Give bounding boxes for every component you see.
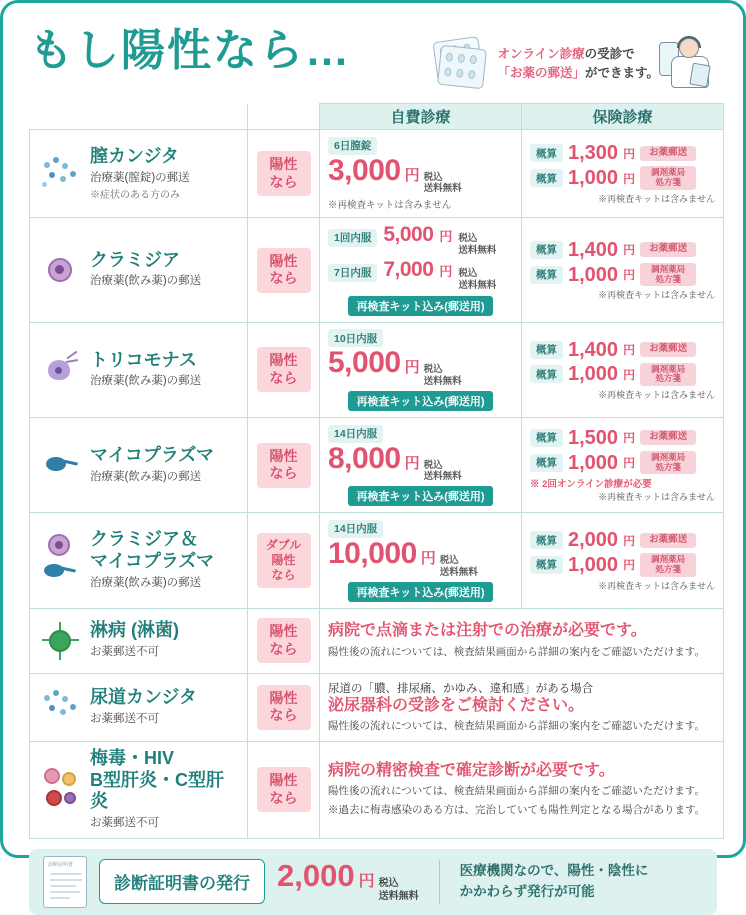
retest-kit-banner: 再検査キット込み(郵送用)	[348, 296, 492, 316]
status-badge: 陽性 なら	[257, 685, 311, 730]
online-consult-rest1: の受診で	[584, 47, 635, 62]
online-consult-em2: 「お薬の郵送」	[497, 66, 585, 80]
insurance-price: 1,300	[568, 142, 619, 165]
disease-title: 梅毒・HIV	[90, 748, 175, 769]
insurance-note: ※再検査キットは含みません	[598, 193, 715, 204]
insurance-yen: 円	[623, 268, 636, 282]
online-consult-callout	[433, 27, 717, 93]
estimate-tag: 概算	[530, 241, 563, 259]
pricing-table	[29, 103, 724, 839]
pharmacy-badge: 調剤薬局 処方箋	[640, 263, 696, 287]
delivery-badge: お薬郵送	[640, 242, 696, 257]
insurance-price: 1,000	[568, 263, 619, 286]
insurance-yen: 円	[623, 343, 636, 358]
insurance-price: 1,000	[568, 363, 619, 386]
message-sub: 陽性後の流れについては、検査結果画面から詳細の案内をご確認いただけます。	[328, 785, 705, 798]
status-badge: 陽性 なら	[257, 767, 311, 812]
message-sub-2: ※過去に梅毒感染のある方は、完治していても陽性判定となる場合があります。	[328, 804, 706, 817]
tax-note: 税込 送料無料	[423, 364, 462, 388]
table-row	[30, 218, 724, 323]
estimate-tag: 概算	[530, 144, 563, 162]
flag-cell	[248, 218, 320, 323]
table-row	[30, 130, 724, 218]
disease-title-2: マイコプラズマ	[90, 551, 215, 572]
disease-cell	[30, 608, 248, 673]
self-pay-cell	[320, 130, 522, 218]
footer-divider	[439, 860, 440, 904]
estimate-tag: 概算	[530, 341, 563, 359]
chlamydia-icon	[40, 250, 82, 290]
tax-note: 税込 送料無料	[423, 459, 462, 483]
dose-tag: 6日膣錠	[328, 137, 377, 155]
doctor-illustration-icon	[665, 36, 717, 92]
insurance-cell	[522, 513, 724, 608]
insurance-cell	[522, 322, 724, 417]
self-pay-cell	[320, 418, 522, 513]
message-lead: 尿道の「膿、排尿痛、かゆみ、違和感」がある場合	[328, 682, 594, 695]
disease-cell	[30, 418, 248, 513]
certificate-note-line1: 医療機関なので、陽性・陰性に	[459, 862, 649, 878]
chlamydia-mycoplasma-icon	[40, 532, 82, 588]
pharmacy-badge: 調剤薬局 処方箋	[640, 451, 696, 475]
disease-sub: 治療薬(飲み薬)の郵送	[90, 275, 202, 288]
disease-title: 膣カンジタ	[90, 145, 179, 166]
disease-title: 尿道カンジタ	[90, 687, 197, 708]
status-badge: 陽性 なら	[257, 618, 311, 663]
delivery-badge: お薬郵送	[640, 430, 696, 445]
insurance-note: ※再検査キットは含みません	[598, 290, 715, 301]
estimate-tag: 概算	[530, 169, 563, 187]
retest-kit-banner: 再検査キット込み(郵送用)	[348, 582, 492, 602]
estimate-tag: 概算	[530, 266, 563, 284]
flag-cell	[248, 608, 320, 673]
tax-note: 税込 送料無料	[458, 233, 497, 257]
disease-cell	[30, 130, 248, 218]
price-yen: 円	[404, 454, 420, 472]
disease-cell	[30, 322, 248, 417]
online-consult-em1: オンライン診療	[497, 47, 585, 62]
estimate-tag: 概算	[530, 365, 563, 383]
disease-sub: 治療薬(飲み薬)の郵送	[90, 576, 202, 589]
flag-cell	[248, 418, 320, 513]
online-consult-rest2: ができます。	[584, 66, 659, 80]
insurance-yen: 円	[623, 456, 636, 471]
disease-title: マイコプラズマ	[90, 444, 215, 465]
header	[3, 3, 743, 99]
self-pay-cell	[320, 218, 522, 323]
certificate-note-line2: かかわらず発行が可能	[459, 883, 595, 899]
message-title: 病院で点滴または注射での治療が必要です。	[328, 621, 647, 639]
gonorrhea-icon	[40, 621, 82, 661]
header-blank	[30, 104, 248, 130]
message-title: 病院の精密検査で確定診断が必要です。	[328, 761, 615, 779]
table-row	[30, 322, 724, 417]
table-row	[30, 418, 724, 513]
online-consult-text	[497, 45, 659, 83]
tax-note: 税込 送料無料	[458, 268, 497, 291]
insurance-price: 1,400	[568, 338, 619, 361]
delivery-badge: お薬郵送	[640, 146, 696, 161]
disease-cell	[30, 218, 248, 323]
estimate-tag: 概算	[530, 454, 563, 472]
price-yen: 円	[439, 264, 453, 279]
insurance-note: ※再検査キットは含みません	[598, 390, 715, 401]
insurance-yen: 円	[623, 171, 636, 186]
trichomonas-icon	[40, 350, 82, 390]
insurance-yen: 円	[623, 533, 636, 548]
table-row	[30, 513, 724, 608]
insurance-warning: ※ 2回オンライン診療が必要	[530, 479, 652, 491]
flag-cell	[248, 673, 320, 742]
dose-tag: 10日内服	[328, 329, 383, 347]
self-pay-cell	[320, 322, 522, 417]
certificate-price: 2,000	[277, 858, 355, 893]
self-pay-cell	[320, 513, 522, 608]
dose-tag: 1回内服	[328, 229, 377, 247]
status-badge: 陽性 なら	[257, 248, 311, 293]
message-cell	[320, 742, 724, 838]
insurance-price: 1,000	[568, 553, 619, 576]
delivery-badge: お薬郵送	[640, 533, 696, 548]
pharmacy-badge: 調剤薬局 処方箋	[640, 363, 696, 387]
pharmacy-badge: 調剤薬局 処方箋	[640, 166, 696, 190]
disease-sub: 治療薬(飲み薬)の郵送	[90, 470, 202, 483]
price-value: 10,000	[328, 536, 417, 570]
disease-sub: お薬郵送不可	[90, 712, 159, 725]
price-value: 5,000	[328, 346, 401, 380]
insurance-cell	[522, 218, 724, 323]
message-cell	[320, 673, 724, 742]
flag-cell	[248, 513, 320, 608]
insurance-note: ※再検査キットは含みません	[598, 580, 715, 591]
disease-title: 淋病 (淋菌)	[90, 620, 179, 641]
price-value: 8,000	[328, 441, 401, 475]
candida-bacteria-icon	[40, 154, 82, 194]
retest-kit-banner: 再検査キット込み(郵送用)	[348, 486, 492, 506]
insurance-price: 1,000	[568, 451, 619, 474]
status-badge: 陽性 なら	[257, 151, 311, 196]
tax-note: 税込 送料無料	[423, 171, 462, 195]
price-yen: 円	[439, 229, 453, 245]
disease-sub: 治療薬(飲み薬)の郵送	[90, 375, 202, 388]
dose-tag: 14日内服	[328, 425, 383, 443]
insurance-yen: 円	[623, 367, 636, 382]
disease-cell	[30, 513, 248, 608]
mycoplasma-icon	[40, 445, 82, 485]
certificate-tax-note: 税込 送料無料	[378, 878, 419, 902]
status-badge: ダブル 陽性 なら	[257, 533, 311, 588]
certificate-note	[460, 861, 649, 903]
dose-tag: 14日内服	[328, 520, 383, 538]
insurance-price: 1,500	[568, 426, 619, 449]
header-self-pay: 自費診療	[320, 104, 522, 130]
certificate-footer	[29, 849, 717, 915]
price-value: 3,000	[328, 153, 401, 187]
disease-sub: お薬郵送不可	[90, 816, 159, 829]
insurance-yen: 円	[623, 243, 636, 258]
insurance-price: 1,400	[568, 238, 619, 261]
estimate-tag: 概算	[530, 556, 563, 574]
disease-note: ※症状のある方のみ	[90, 190, 180, 202]
pharmacy-badge: 調剤薬局 処方箋	[640, 553, 696, 577]
message-cell	[320, 608, 724, 673]
flag-cell	[248, 742, 320, 838]
retest-kit-banner: 再検査キット込み(郵送用)	[348, 391, 492, 411]
dose-tag: 7日内服	[328, 264, 377, 282]
flag-cell	[248, 322, 320, 417]
flag-cell	[248, 130, 320, 218]
disease-sub: お薬郵送不可	[90, 645, 159, 658]
certificate-icon-label: 診断証明書	[48, 861, 74, 868]
self-footnote: ※再検査キットは含みません	[328, 200, 452, 212]
disease-cell	[30, 673, 248, 742]
status-badge: 陽性 なら	[257, 347, 311, 392]
message-sub: 陽性後の流れについては、検査結果画面から詳細の案内をご確認いただけます。	[328, 720, 705, 733]
pill-pack-icon	[433, 35, 493, 93]
urethral-candida-icon	[40, 687, 82, 727]
insurance-note: ※再検査キットは含みません	[598, 492, 715, 503]
insurance-yen: 円	[623, 146, 636, 161]
disease-cell	[30, 742, 248, 838]
tax-note: 税込 送料無料	[439, 554, 478, 578]
message-sub: 陽性後の流れについては、検査結果画面から詳細の案内をご確認いただけます。	[328, 645, 705, 658]
table-row	[30, 742, 724, 838]
estimate-tag: 概算	[530, 531, 563, 549]
delivery-badge: お薬郵送	[640, 342, 696, 357]
disease-sub: 治療薬(膣錠)の郵送	[90, 171, 190, 184]
insurance-yen: 円	[623, 431, 636, 446]
table-row	[30, 673, 724, 742]
message-title: 泌尿器科の受診をご検討ください。	[328, 696, 585, 714]
page-title: もし陽性なら…	[29, 26, 351, 75]
certificate-document-icon	[43, 856, 87, 908]
price-value: 5,000	[383, 223, 434, 247]
table-header-row	[30, 104, 724, 130]
insurance-cell	[522, 130, 724, 218]
price-yen: 円	[404, 359, 420, 377]
price-yen: 円	[404, 166, 420, 184]
insurance-yen: 円	[623, 558, 636, 573]
disease-title: トリコモナス	[90, 349, 197, 370]
disease-title: クラミジア	[90, 249, 180, 270]
certificate-label: 診断証明書の発行	[99, 859, 265, 904]
price-yen: 円	[420, 549, 436, 567]
disease-title-2: B型肝炎・C型肝炎	[90, 769, 224, 812]
insurance-price: 2,000	[568, 529, 619, 552]
header-blank2	[248, 104, 320, 130]
insurance-price: 1,000	[568, 167, 619, 190]
insurance-cell	[522, 418, 724, 513]
syphilis-hiv-icon	[40, 766, 82, 814]
status-badge: 陽性 なら	[257, 443, 311, 488]
header-insurance: 保険診療	[522, 104, 724, 130]
table-row	[30, 608, 724, 673]
price-value: 7,000	[383, 258, 434, 281]
estimate-tag: 概算	[530, 429, 563, 447]
certificate-yen: 円	[358, 873, 375, 890]
disease-title: クラミジア＆	[90, 529, 198, 550]
